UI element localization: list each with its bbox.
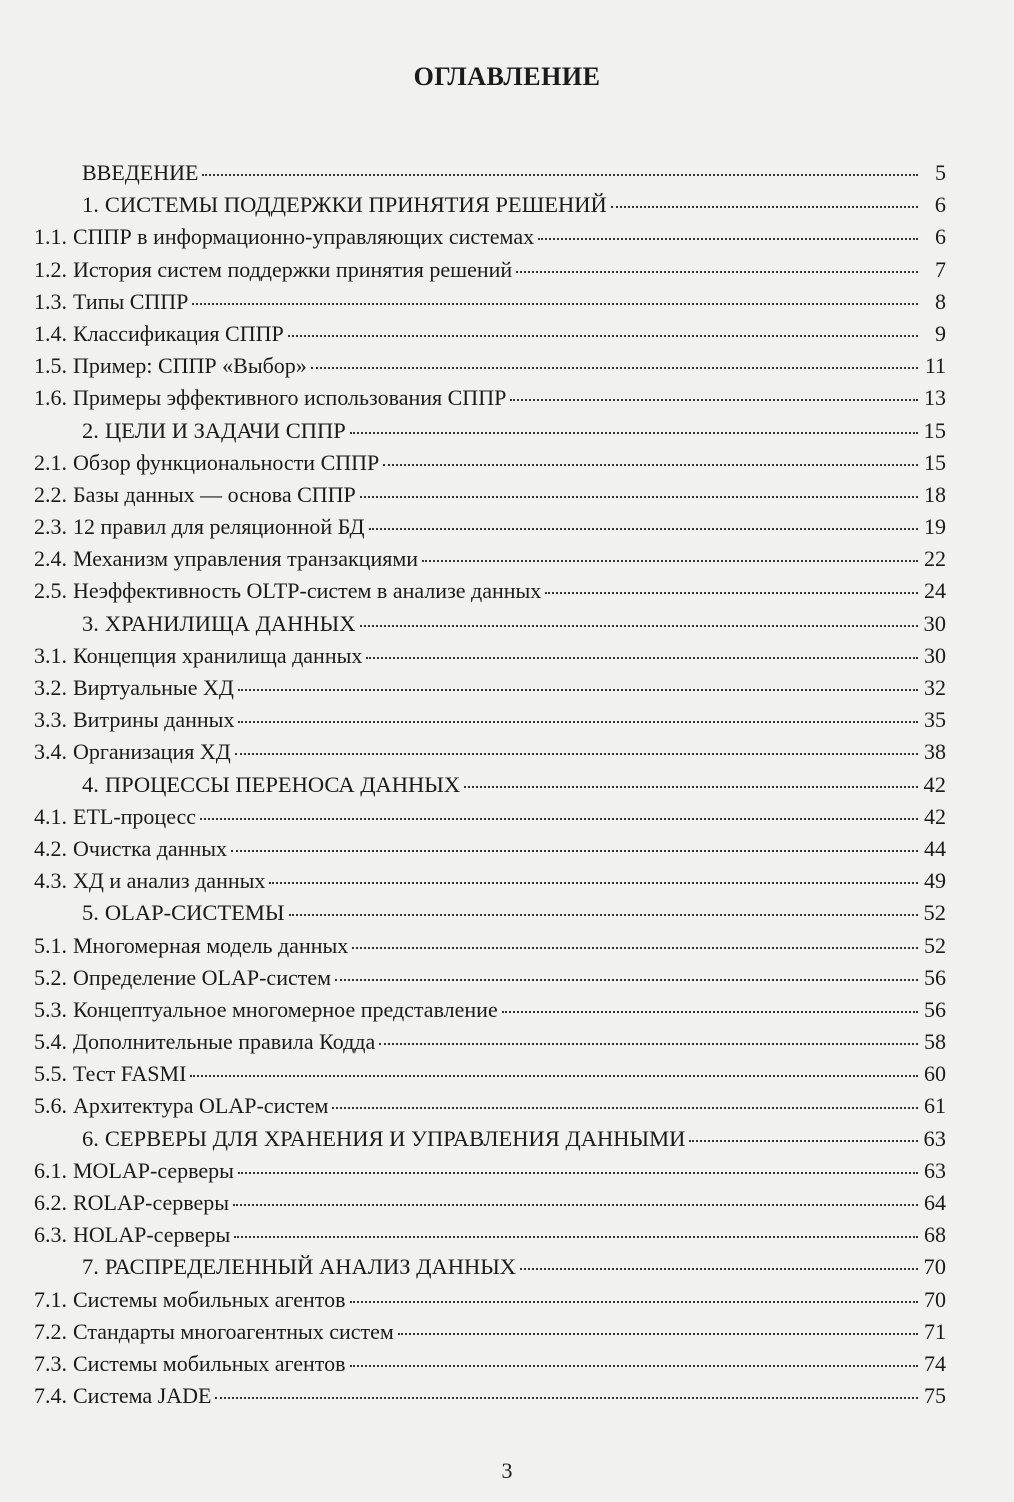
dot-leader bbox=[510, 399, 918, 401]
toc-entry bbox=[34, 1380, 946, 1412]
dot-leader bbox=[516, 271, 918, 273]
toc-entry-page: 49 bbox=[924, 868, 946, 894]
toc-entry-title: ПРОЦЕССЫ ПЕРЕНОСА ДАННЫХ bbox=[104, 771, 461, 797]
toc-entry-page: 44 bbox=[924, 835, 946, 861]
toc-entry-number: 4.1. bbox=[34, 803, 67, 829]
toc-entry-label bbox=[34, 575, 541, 607]
dot-leader bbox=[611, 206, 918, 208]
toc-entry-number: 5.1. bbox=[34, 932, 67, 958]
toc-entry bbox=[34, 254, 946, 286]
toc-entry bbox=[34, 1187, 946, 1219]
toc-entry bbox=[34, 1251, 946, 1283]
toc-entry-page: 70 bbox=[924, 1286, 946, 1312]
table-of-contents bbox=[34, 157, 946, 1412]
toc-entry-label bbox=[34, 1380, 211, 1412]
toc-entry-title: ЦЕЛИ И ЗАДАЧИ СППР bbox=[104, 417, 346, 443]
toc-entry-label bbox=[34, 1123, 685, 1155]
toc-entry-page: 22 bbox=[924, 546, 946, 572]
toc-entry bbox=[34, 640, 946, 672]
toc-entry-title: Дополнительные правила Кодда bbox=[73, 1029, 376, 1055]
dot-leader bbox=[238, 721, 918, 723]
dot-leader bbox=[289, 914, 918, 916]
toc-entry-number: 7.3. bbox=[34, 1350, 67, 1376]
toc-entry-title: Примеры эффективного использования СППР bbox=[73, 385, 507, 411]
toc-entry bbox=[34, 769, 946, 801]
toc-entry-label bbox=[34, 1090, 328, 1122]
toc-entry-number: 2.3. bbox=[34, 514, 67, 540]
dot-leader bbox=[352, 947, 918, 949]
toc-entry-page: 56 bbox=[924, 996, 946, 1022]
toc-entry-label bbox=[34, 1348, 346, 1380]
dot-leader bbox=[379, 1043, 918, 1045]
dot-leader bbox=[350, 432, 918, 434]
toc-entry bbox=[34, 511, 946, 543]
toc-entry-page: 7 bbox=[935, 256, 946, 282]
dot-leader bbox=[231, 850, 918, 852]
toc-entry-number: 7.2. bbox=[34, 1318, 67, 1344]
dot-leader bbox=[689, 1140, 918, 1142]
toc-entry-page: 42 bbox=[923, 771, 946, 797]
toc-entry-label bbox=[34, 769, 460, 801]
toc-entry-label bbox=[34, 704, 234, 736]
toc-entry-number: 2.5. bbox=[34, 578, 67, 604]
toc-entry bbox=[34, 157, 946, 189]
toc-entry-label bbox=[34, 479, 356, 511]
toc-entry-label bbox=[34, 511, 365, 543]
dot-leader bbox=[360, 496, 918, 498]
toc-entry bbox=[34, 1348, 946, 1380]
toc-entry-title: История систем поддержки принятия решений bbox=[73, 256, 513, 282]
dot-leader bbox=[366, 657, 918, 659]
dot-leader bbox=[398, 1333, 918, 1335]
toc-entry bbox=[34, 1026, 946, 1058]
toc-entry-title: Стандарты многоагентных систем bbox=[73, 1318, 394, 1344]
toc-entry bbox=[34, 543, 946, 575]
toc-entry-title: Системы мобильных агентов bbox=[73, 1350, 346, 1376]
toc-entry bbox=[34, 994, 946, 1026]
toc-entry-title: Механизм управления транзакциями bbox=[73, 546, 419, 572]
toc-entry bbox=[34, 415, 946, 447]
toc-entry bbox=[34, 447, 946, 479]
dot-leader bbox=[422, 560, 918, 562]
dot-leader bbox=[383, 464, 918, 466]
toc-entry bbox=[34, 865, 946, 897]
toc-entry-page: 58 bbox=[924, 1029, 946, 1055]
toc-entry-page: 18 bbox=[924, 481, 946, 507]
toc-entry bbox=[34, 833, 946, 865]
toc-entry-title: СЕРВЕРЫ ДЛЯ ХРАНЕНИЯ И УПРАВЛЕНИЯ ДАННЫМИ bbox=[104, 1125, 686, 1151]
dot-leader bbox=[190, 1075, 918, 1077]
toc-entry-label bbox=[34, 157, 198, 189]
toc-entry-number: 2.1. bbox=[34, 449, 67, 475]
toc-entry-label bbox=[34, 286, 188, 318]
toc-entry-number: 5.6. bbox=[34, 1093, 67, 1119]
toc-entry-number: 2.2. bbox=[34, 481, 67, 507]
toc-entry-label bbox=[34, 897, 285, 929]
toc-entry-number: 7.1. bbox=[34, 1286, 67, 1312]
toc-entry-label bbox=[34, 350, 307, 382]
toc-entry-title: Тест FASMI bbox=[73, 1061, 187, 1087]
dot-leader bbox=[238, 1172, 918, 1174]
toc-entry bbox=[34, 1316, 946, 1348]
toc-entry bbox=[34, 189, 946, 221]
toc-entry-number: 5. bbox=[82, 900, 99, 926]
toc-entry-label bbox=[34, 672, 234, 704]
toc-entry-page: 75 bbox=[924, 1383, 946, 1409]
toc-entry-number: 6.3. bbox=[34, 1222, 67, 1248]
toc-entry-number: 6.2. bbox=[34, 1190, 67, 1215]
toc-entry-title: Определение OLAP-систем bbox=[73, 964, 332, 990]
dot-leader bbox=[233, 1204, 918, 1206]
toc-entry-number: 6.1. bbox=[34, 1157, 67, 1183]
toc-entry-number: 4. bbox=[82, 771, 99, 797]
dot-leader bbox=[332, 1107, 918, 1109]
toc-entry-page: 56 bbox=[924, 964, 946, 990]
toc-entry-label bbox=[34, 382, 506, 414]
toc-entry-number: 4.2. bbox=[34, 835, 67, 861]
toc-entry bbox=[34, 704, 946, 736]
toc-entry-page: 6 bbox=[934, 192, 946, 218]
toc-entry-label bbox=[34, 994, 498, 1026]
page-title: ОГЛАВЛЕНИЕ bbox=[413, 62, 601, 91]
toc-entry-number: 5.3. bbox=[34, 996, 67, 1022]
toc-entry-label bbox=[34, 221, 534, 253]
toc-entry-number: 2. bbox=[82, 417, 99, 443]
toc-entry-page: 5 bbox=[935, 160, 946, 185]
toc-entry bbox=[34, 382, 946, 414]
toc-entry-number: 3.2. bbox=[34, 675, 67, 700]
dot-leader bbox=[350, 1365, 919, 1367]
dot-leader bbox=[288, 335, 918, 337]
toc-entry-label bbox=[34, 543, 418, 575]
toc-entry bbox=[34, 930, 946, 962]
toc-entry bbox=[34, 736, 946, 768]
toc-entry-number: 2.4. bbox=[34, 546, 67, 572]
toc-entry bbox=[34, 1090, 946, 1122]
dot-leader bbox=[234, 1236, 918, 1238]
toc-entry-title: 12 правил для реляционной БД bbox=[73, 514, 365, 540]
toc-entry-title: Классификация СППР bbox=[73, 320, 284, 346]
toc-entry-number: 1.6. bbox=[34, 385, 67, 411]
toc-entry-title: Системы мобильных агентов bbox=[73, 1286, 346, 1312]
toc-entry bbox=[34, 318, 946, 350]
toc-entry-title: СППР в информационно-управляющих системах bbox=[73, 224, 535, 250]
toc-entry-number: 1.1. bbox=[34, 224, 67, 250]
toc-entry-label bbox=[34, 318, 284, 350]
toc-entry-title: Типы СППР bbox=[73, 288, 189, 314]
toc-entry-page: 42 bbox=[924, 803, 946, 829]
dot-leader bbox=[502, 1011, 918, 1013]
toc-entry-title: ХРАНИЛИЩА ДАННЫХ bbox=[104, 610, 356, 636]
toc-entry-page: 30 bbox=[924, 642, 946, 668]
toc-entry-page: 60 bbox=[924, 1061, 946, 1087]
toc-entry-number: 1.4. bbox=[34, 320, 67, 346]
toc-entry-title: HOLAP-серверы bbox=[73, 1222, 231, 1248]
toc-entry bbox=[34, 221, 946, 253]
toc-entry-label bbox=[34, 801, 196, 833]
toc-entry-title: Обзор функциональности СППР bbox=[73, 449, 380, 475]
toc-entry bbox=[34, 1123, 946, 1155]
toc-entry-title: Многомерная модель данных bbox=[73, 932, 349, 958]
toc-entry-label bbox=[34, 1187, 229, 1219]
toc-entry-page: 6 bbox=[935, 224, 946, 250]
dot-leader bbox=[538, 238, 918, 240]
toc-entry-page: 19 bbox=[924, 514, 946, 540]
toc-entry-label bbox=[34, 1251, 516, 1283]
toc-entry bbox=[34, 479, 946, 511]
toc-entry-page: 61 bbox=[924, 1093, 946, 1119]
toc-entry-number: 1.2. bbox=[34, 256, 67, 282]
toc-entry-page: 70 bbox=[923, 1254, 946, 1280]
toc-entry bbox=[34, 1219, 946, 1251]
toc-entry bbox=[34, 1058, 946, 1090]
toc-entry-page: 63 bbox=[924, 1157, 946, 1183]
toc-entry-number: 1. bbox=[82, 192, 99, 218]
toc-entry bbox=[34, 608, 946, 640]
toc-entry-number: 1.3. bbox=[34, 288, 67, 314]
toc-entry-title: Очистка данных bbox=[73, 835, 228, 861]
toc-entry-page: 15 bbox=[924, 449, 946, 475]
dot-leader bbox=[369, 528, 919, 530]
toc-entry-label bbox=[34, 1155, 234, 1187]
toc-entry-title: Архитектура OLAP-систем bbox=[73, 1093, 329, 1119]
toc-entry bbox=[34, 1284, 946, 1316]
toc-entry-page: 74 bbox=[924, 1350, 946, 1376]
dot-leader bbox=[238, 689, 918, 691]
toc-entry-page: 8 bbox=[935, 288, 946, 314]
toc-entry-label bbox=[34, 189, 607, 221]
dot-leader bbox=[545, 592, 918, 594]
toc-entry-label bbox=[34, 962, 331, 994]
toc-entry-number: 1.5. bbox=[34, 353, 67, 379]
toc-entry-label bbox=[34, 930, 348, 962]
toc-entry-number: 6. bbox=[82, 1125, 99, 1151]
toc-entry-label bbox=[34, 1219, 230, 1251]
toc-entry bbox=[34, 801, 946, 833]
toc-entry-number: 5.5. bbox=[34, 1061, 67, 1087]
toc-entry-number: 3.4. bbox=[34, 739, 67, 765]
toc-entry bbox=[34, 962, 946, 994]
dot-leader bbox=[335, 979, 918, 981]
toc-entry bbox=[34, 897, 946, 929]
toc-entry-number: 5.4. bbox=[34, 1029, 67, 1055]
toc-entry-title: Концепция хранилища данных bbox=[73, 642, 363, 668]
toc-entry-page: 9 bbox=[935, 320, 946, 346]
toc-entry-title: Концептуальное многомерное представление bbox=[73, 996, 498, 1022]
toc-entry-page: 68 bbox=[924, 1222, 946, 1248]
toc-entry-title: Витрины данных bbox=[73, 707, 235, 733]
dot-leader bbox=[215, 1397, 918, 1399]
toc-entry-label bbox=[34, 1058, 186, 1090]
toc-entry-number: 4.3. bbox=[34, 868, 67, 894]
toc-entry-label bbox=[34, 1284, 346, 1316]
toc-entry-label bbox=[34, 447, 379, 479]
dot-leader bbox=[235, 753, 918, 755]
toc-entry bbox=[34, 1155, 946, 1187]
dot-leader bbox=[360, 625, 918, 627]
toc-entry-page: 13 bbox=[924, 385, 946, 411]
toc-entry-page: 32 bbox=[924, 675, 946, 700]
toc-entry-title: Неэффективность OLTP-систем в анализе данных bbox=[73, 578, 542, 604]
dot-leader bbox=[464, 786, 918, 788]
toc-entry-page: 63 bbox=[923, 1125, 946, 1151]
toc-entry-page: 15 bbox=[923, 417, 946, 443]
dot-leader bbox=[269, 882, 918, 884]
dot-leader bbox=[520, 1268, 918, 1270]
dot-leader bbox=[192, 303, 918, 305]
toc-entry-label bbox=[34, 865, 265, 897]
toc-entry-title: Пример: СППР «Выбор» bbox=[73, 353, 307, 379]
toc-entry-page: 38 bbox=[924, 739, 946, 765]
toc-entry-title: РАСПРЕДЕЛЕННЫЙ АНАЛИЗ ДАННЫХ bbox=[104, 1254, 517, 1280]
toc-entry-title: СИСТЕМЫ ПОДДЕРЖКИ ПРИНЯТИЯ РЕШЕНИЙ bbox=[104, 192, 607, 218]
toc-entry-number: 3. bbox=[82, 610, 99, 636]
toc-entry-title: Организация ХД bbox=[73, 739, 231, 765]
toc-entry-page: 35 bbox=[924, 707, 946, 733]
toc-entry bbox=[34, 286, 946, 318]
toc-entry-page: 11 bbox=[924, 353, 946, 379]
toc-entry-title: ETL-процесс bbox=[73, 803, 197, 829]
toc-entry-title: OLAP-СИСТЕМЫ bbox=[104, 900, 285, 926]
toc-entry bbox=[34, 350, 946, 382]
toc-entry-label bbox=[34, 1316, 394, 1348]
toc-entry-page: 30 bbox=[923, 610, 946, 636]
toc-entry-title: MOLAP-серверы bbox=[73, 1157, 234, 1183]
toc-entry-page: 52 bbox=[924, 932, 946, 958]
toc-entry-title: ХД и анализ данных bbox=[73, 868, 266, 894]
toc-entry-label bbox=[34, 415, 346, 447]
dot-leader bbox=[311, 367, 918, 369]
toc-entry-title: Виртуальные ХД bbox=[73, 675, 234, 700]
toc-entry-number: 3.1. bbox=[34, 642, 67, 668]
toc-entry-number: 3.3. bbox=[34, 707, 67, 733]
page-number: 3 bbox=[501, 1458, 513, 1483]
toc-entry-label bbox=[34, 254, 512, 286]
toc-entry-number: 7.4. bbox=[34, 1383, 67, 1409]
toc-entry-label bbox=[34, 1026, 375, 1058]
toc-entry-title: ВВЕДЕНИЕ bbox=[82, 160, 199, 185]
toc-entry-title: ROLAP-серверы bbox=[73, 1190, 230, 1215]
dot-leader bbox=[200, 818, 918, 820]
toc-entry-page: 52 bbox=[923, 900, 946, 926]
dot-leader bbox=[350, 1301, 919, 1303]
toc-entry-number: 5.2. bbox=[34, 964, 67, 990]
dot-leader bbox=[202, 174, 918, 176]
toc-entry bbox=[34, 575, 946, 607]
toc-entry-label bbox=[34, 640, 362, 672]
toc-entry-label bbox=[34, 608, 356, 640]
toc-entry-label bbox=[34, 833, 227, 865]
toc-entry-number: 7. bbox=[82, 1254, 99, 1280]
toc-entry-title: Базы данных — основа СППР bbox=[73, 481, 356, 507]
toc-entry-page: 64 bbox=[924, 1190, 946, 1215]
toc-entry-page: 71 bbox=[924, 1318, 946, 1344]
toc-entry-title: Система JADE bbox=[73, 1383, 212, 1409]
toc-entry-label bbox=[34, 736, 231, 768]
toc-entry bbox=[34, 672, 946, 704]
toc-entry-page: 24 bbox=[924, 578, 946, 604]
